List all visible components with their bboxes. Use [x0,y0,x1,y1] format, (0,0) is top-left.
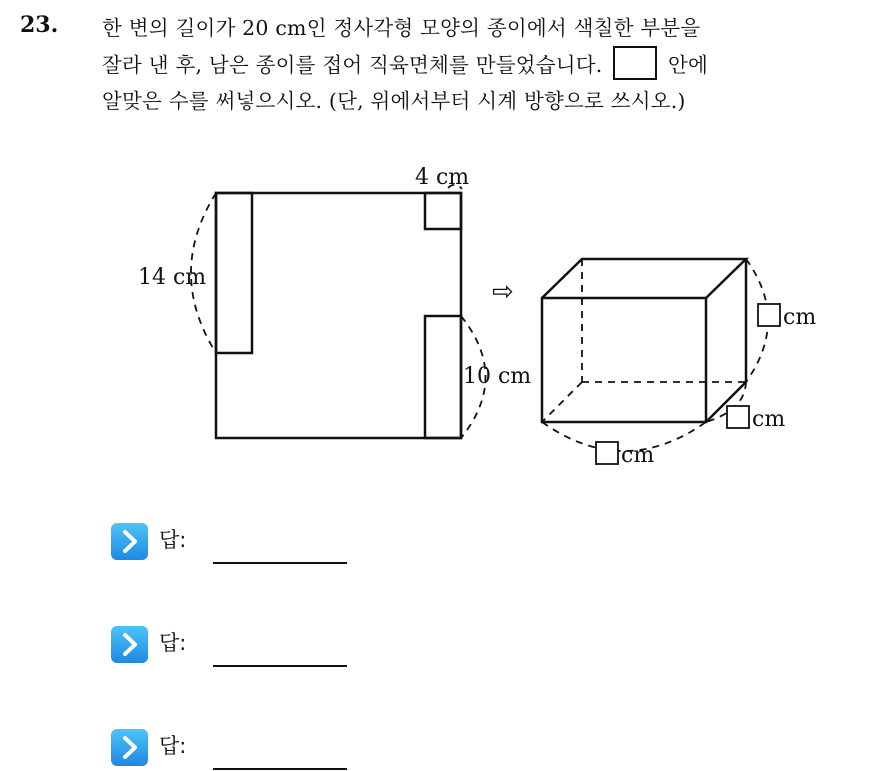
answer-label: 답: [159,631,187,655]
answer-row-3 [111,726,351,766]
blank-unit-height: cm [783,305,817,330]
blank-box-depth [727,406,749,428]
arrow-icon: ⇨ [492,277,514,307]
chevron-right-icon [111,626,148,663]
question-line-2-after: 안에 [667,53,708,77]
label-10cm: 10 cm [463,364,532,389]
blank-unit-width: cm [621,443,655,468]
answer-input-line-3[interactable] [213,768,347,770]
cuboid [542,259,746,422]
label-4cm: 4 cm [415,165,470,190]
chevron-right-icon [111,729,148,766]
answer-label: 답: [159,734,187,758]
question-line-1: 한 변의 길이가 20 cm인 정사각형 모양의 종이에서 색칠한 부분을 [102,16,701,40]
cuboid-front-face [542,298,706,422]
dimension-arcs [191,185,486,438]
blank-box-width [596,442,618,464]
cut-right-strip [425,316,461,438]
cut-top-right-square [425,193,461,229]
answer-row-1 [111,520,351,560]
question-line-2-before: 잘라 낸 후, 남은 종이를 접어 직육면체를 만들었습니다. [102,53,603,77]
answer-label: 답: [159,528,187,552]
chevron-right-icon [111,523,148,560]
answer-row-2 [111,623,351,663]
cuboid-right-edges [706,259,746,422]
answer-input-line-2[interactable] [213,665,347,667]
cut-left-strip [216,193,252,353]
blank-box-height [758,304,780,326]
answer-input-line-1[interactable] [213,562,347,564]
blank-unit-depth: cm [752,407,786,432]
cuboid-top-face [542,259,746,298]
paper-net [216,193,461,438]
question-number: 23. [20,12,59,38]
label-14cm: 14 cm [138,265,207,290]
question-line-3: 알맞은 수를 써넣으시오. (단, 위에서부터 시계 방향으로 쓰시오.) [102,89,686,113]
